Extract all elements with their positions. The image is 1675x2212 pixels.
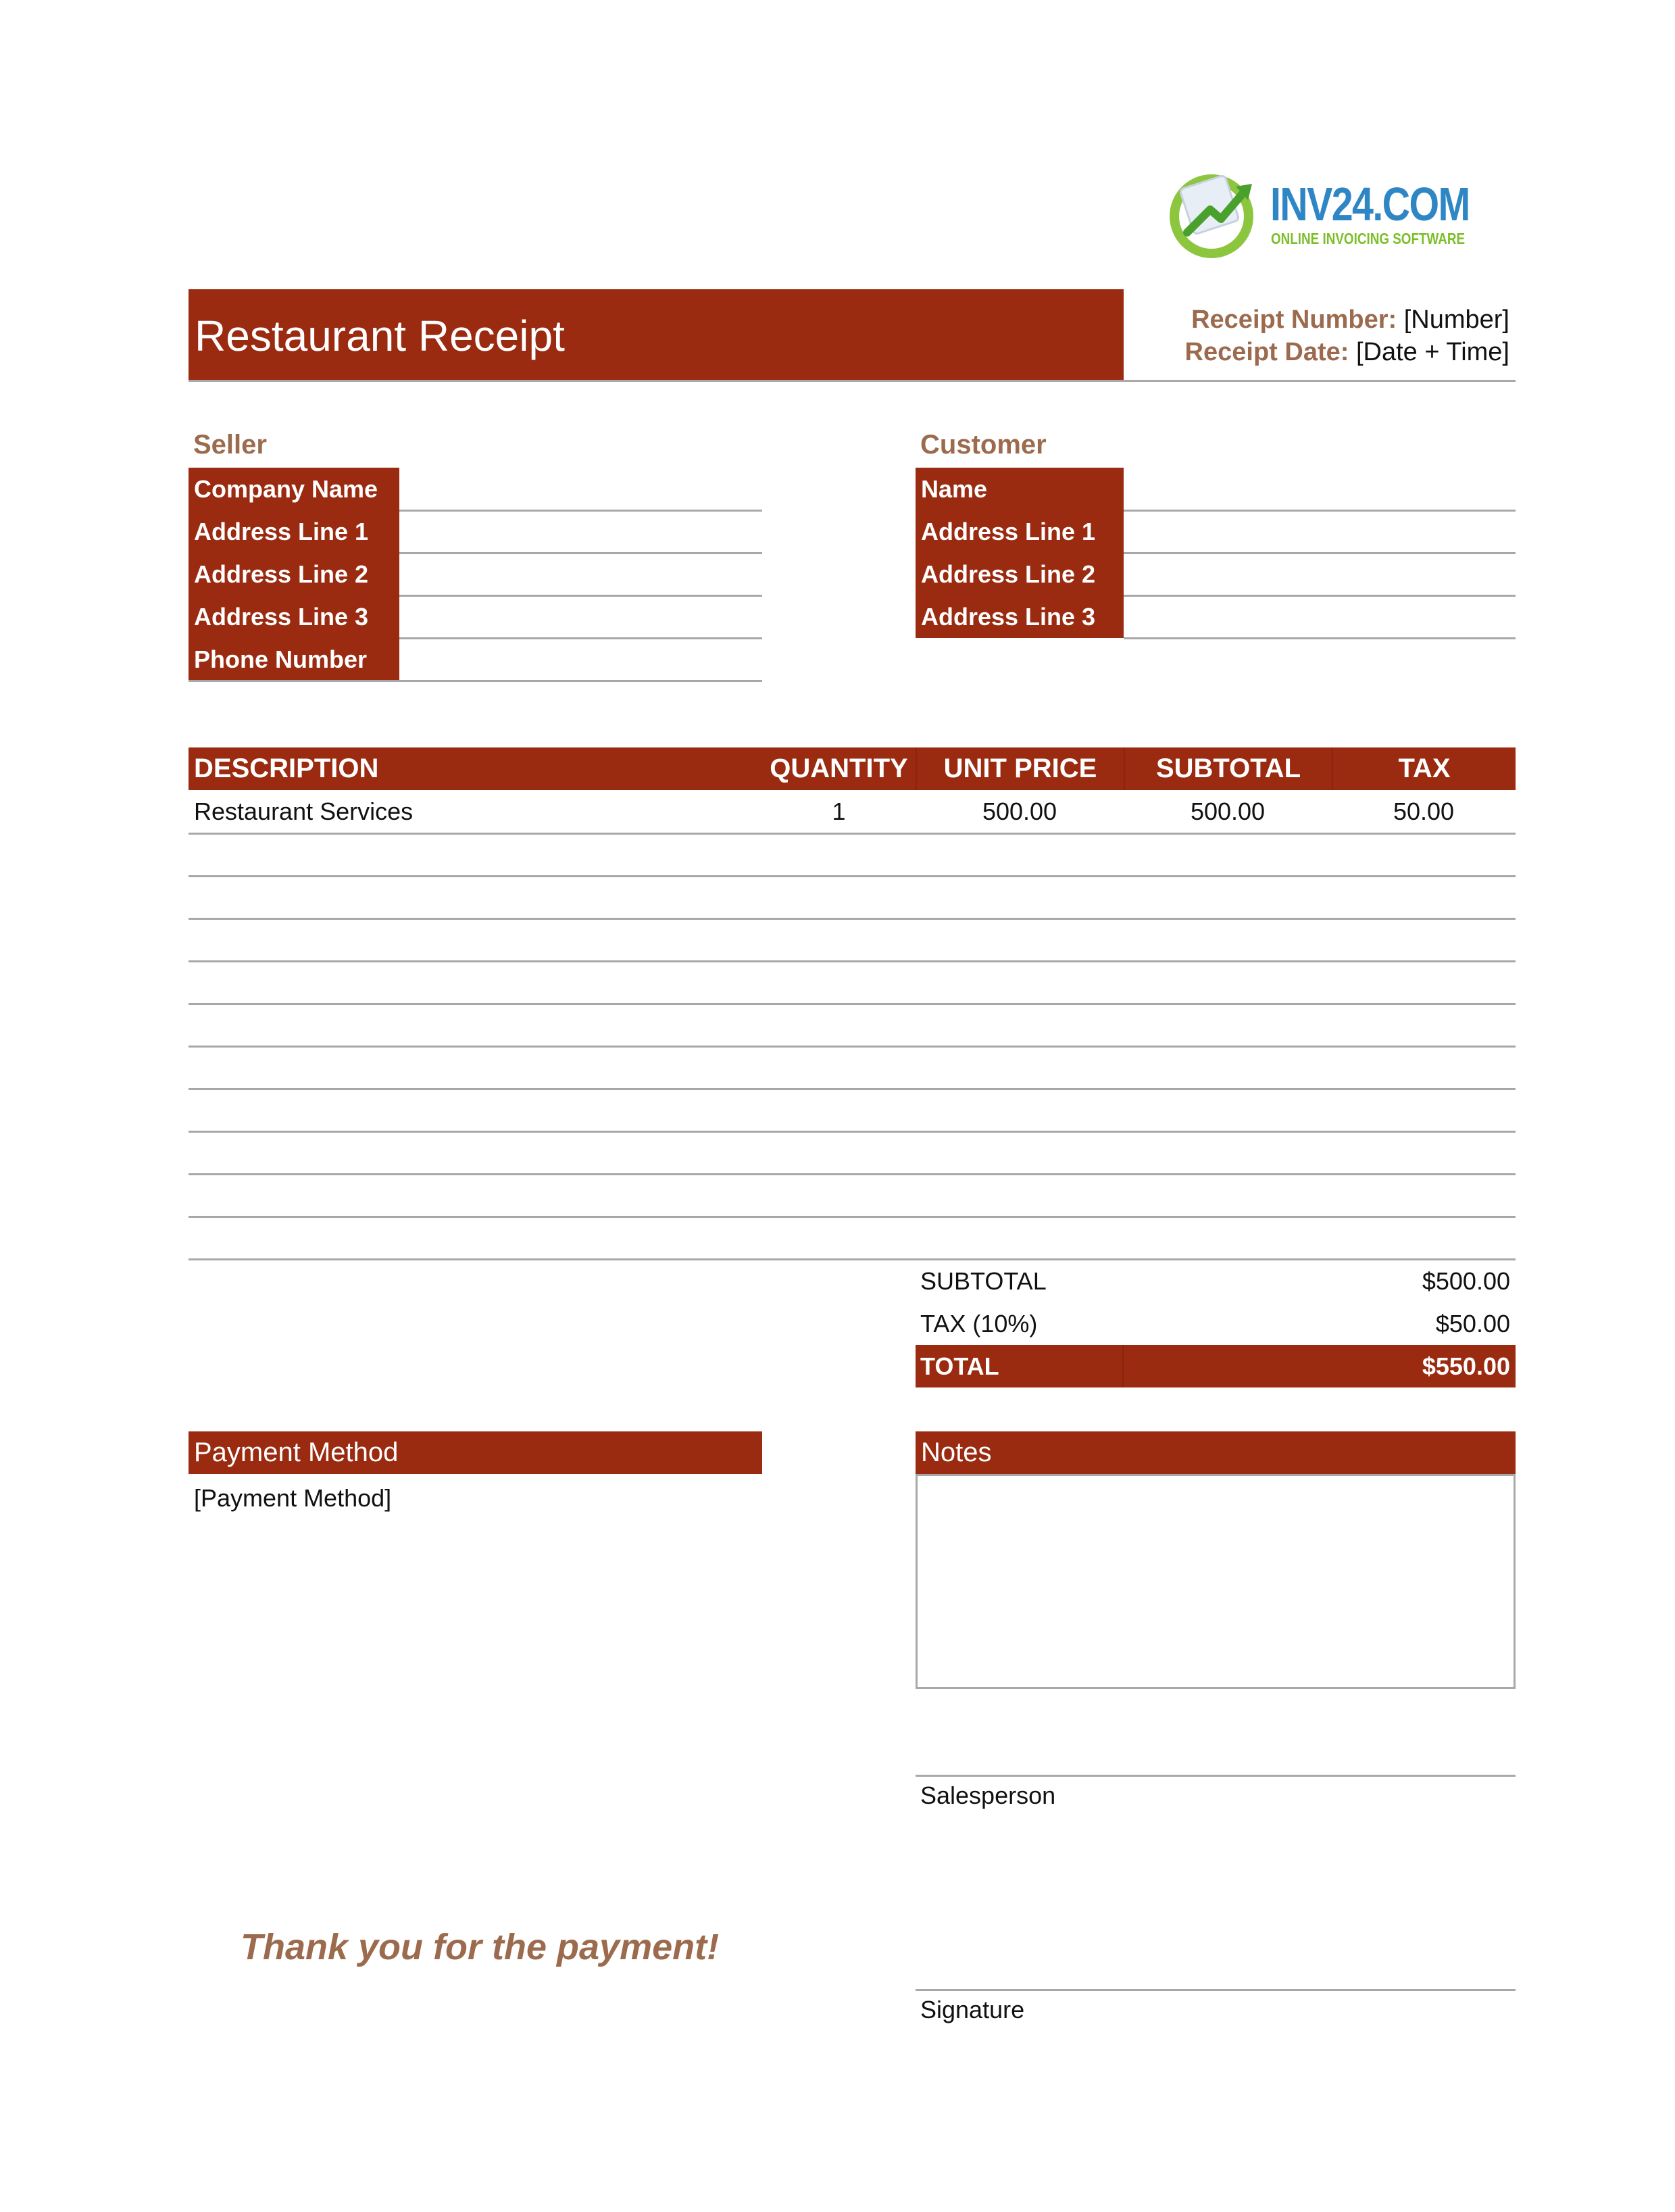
notes-box[interactable]: [916, 1474, 1516, 1689]
receipt-number: [1191, 305, 1509, 335]
table-row[interactable]: [189, 960, 1516, 962]
total-label: TOTAL: [920, 1352, 999, 1380]
customer-address3-label: Address Line 3: [916, 595, 1124, 638]
table-row[interactable]: [189, 875, 1516, 877]
customer-address3-field[interactable]: [1124, 637, 1516, 639]
col-description: DESCRIPTION: [189, 747, 916, 790]
table-row[interactable]: [189, 1046, 1516, 1048]
receipt-date: [1185, 338, 1509, 367]
seller-company-field[interactable]: [399, 510, 762, 512]
seller-company-label: Company Name: [189, 468, 399, 510]
header-divider: [189, 380, 1516, 382]
signature-line[interactable]: [916, 1989, 1516, 1991]
col-tax: TAX: [1332, 747, 1516, 790]
seller-address2-label: Address Line 2: [189, 553, 399, 595]
receipt-date-value[interactable]: [Date + Time]: [1355, 338, 1509, 366]
table-row[interactable]: [189, 1003, 1516, 1005]
logo-name: INV24.COM: [1270, 178, 1470, 230]
seller-phone-label: Phone Number: [189, 638, 399, 681]
table-row[interactable]: [189, 1131, 1516, 1133]
logo-tagline: ONLINE INVOICING SOFTWARE: [1271, 230, 1466, 247]
col-unit-price: UNIT PRICE: [916, 747, 1124, 790]
total-value: $550.00: [1422, 1352, 1510, 1380]
table-row[interactable]: [189, 1173, 1516, 1175]
table-row[interactable]: [189, 1216, 1516, 1218]
logo-icon: [1166, 168, 1280, 262]
customer-name-label: Name: [916, 468, 1124, 510]
subtotal-label: SUBTOTAL: [920, 1267, 1047, 1295]
receipt-date-label: Receipt Date:: [1184, 338, 1349, 366]
tax-label: TAX (10%): [920, 1310, 1038, 1337]
signature-label: Signature: [920, 1996, 1025, 2023]
row-1-tax[interactable]: 50.00: [1393, 797, 1455, 825]
col-quantity: QUANTITY: [770, 754, 908, 783]
customer-address2-label: Address Line 2: [916, 553, 1124, 595]
col-subtotal: SUBTOTAL: [1124, 747, 1332, 790]
row-1-quantity[interactable]: 1: [832, 797, 846, 825]
tax-value: $50.00: [1435, 1310, 1510, 1337]
row-1-subtotal[interactable]: 500.00: [1190, 797, 1266, 825]
thank-you-message: Thank you for the payment!: [241, 1927, 720, 1967]
customer-title: Customer: [920, 430, 1047, 460]
seller-address3-field[interactable]: [399, 637, 762, 639]
table-row[interactable]: [189, 1088, 1516, 1090]
payment-method-title: Payment Method: [189, 1431, 762, 1474]
row-1-description[interactable]: Restaurant Services: [194, 797, 414, 825]
customer-name-field[interactable]: [1124, 510, 1516, 512]
seller-address1-field[interactable]: [399, 552, 762, 554]
payment-method-value[interactable]: [Payment Method]: [194, 1484, 392, 1512]
total-divider: [1122, 1345, 1124, 1387]
seller-phone-field[interactable]: [189, 680, 762, 682]
table-row: [189, 833, 1516, 835]
seller-address1-label: Address Line 1: [189, 510, 399, 553]
receipt-number-value[interactable]: [Number]: [1403, 305, 1509, 334]
row-1-unit-price[interactable]: 500.00: [982, 797, 1057, 825]
seller-address3-label: Address Line 3: [189, 595, 399, 638]
customer-address1-field[interactable]: [1124, 552, 1516, 554]
table-row[interactable]: [189, 918, 1516, 920]
subtotal-value: $500.00: [1422, 1267, 1510, 1295]
notes-title: Notes: [916, 1431, 1516, 1474]
seller-title: Seller: [193, 430, 267, 460]
customer-address1-label: Address Line 1: [916, 510, 1124, 553]
table-row[interactable]: [189, 1258, 1516, 1260]
page-title: Restaurant Receipt: [195, 312, 565, 360]
receipt-number-label: Receipt Number:: [1191, 305, 1397, 334]
salesperson-line[interactable]: [916, 1775, 1516, 1777]
customer-address2-field[interactable]: [1124, 595, 1516, 597]
seller-address2-field[interactable]: [399, 595, 762, 597]
salesperson-label: Salesperson: [920, 1781, 1056, 1809]
